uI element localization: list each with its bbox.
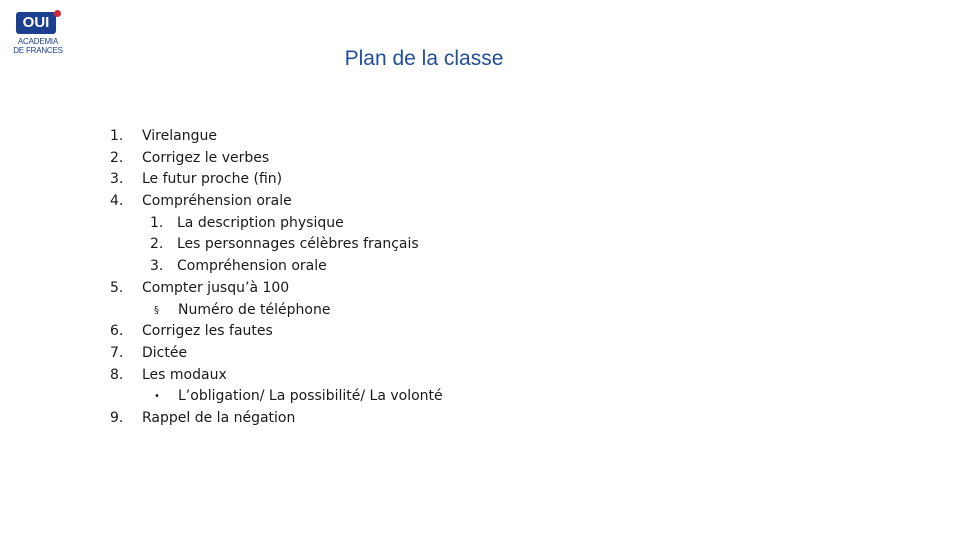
logo-dot-icon bbox=[54, 10, 61, 17]
list-item-text: L’obligation/ La possibilité/ La volonté bbox=[178, 388, 443, 405]
agenda-subitem-4-3 bbox=[110, 256, 610, 278]
agenda-subitem-5-1 bbox=[110, 300, 610, 322]
agenda-item-4 bbox=[110, 191, 610, 213]
agenda-item-7 bbox=[110, 343, 610, 365]
list-marker: 3. bbox=[150, 258, 164, 275]
list-marker: 2. bbox=[150, 236, 164, 253]
list-marker: 7. bbox=[110, 344, 124, 361]
list-marker: 9. bbox=[110, 409, 124, 426]
list-item-text: Numéro de téléphone bbox=[178, 301, 331, 318]
list-item-text: Les modaux bbox=[142, 366, 227, 383]
agenda-subitem-4-1 bbox=[110, 213, 610, 235]
logo-text-line-1: ACADEMIA bbox=[17, 37, 59, 46]
agenda-item-6 bbox=[110, 321, 610, 343]
agenda-item-5 bbox=[110, 278, 610, 300]
list-item-text: Compréhension orale bbox=[142, 193, 292, 210]
agenda-item-1 bbox=[110, 126, 610, 148]
list-item-text: Dictée bbox=[142, 344, 188, 361]
list-item-text: Le futur proche (fin) bbox=[142, 171, 283, 188]
list-item-text: Rappel de la négation bbox=[142, 409, 296, 426]
section-bullet-icon: § bbox=[154, 304, 159, 316]
list-item-text: Virelangue bbox=[142, 128, 217, 144]
list-item-text: Corrigez le verbes bbox=[142, 149, 270, 166]
list-marker: 6. bbox=[110, 323, 124, 340]
agenda-item-8 bbox=[110, 365, 610, 387]
page-title: Plan de la classe bbox=[344, 47, 504, 70]
agenda-item-2 bbox=[110, 148, 610, 170]
agenda-list bbox=[110, 126, 610, 430]
list-marker: 1. bbox=[150, 214, 164, 231]
logo-text-line-2: DE FRANCES bbox=[13, 46, 63, 55]
list-item-text: Les personnages célèbres français bbox=[177, 236, 419, 253]
list-item-text: Compréhension orale bbox=[177, 258, 327, 275]
agenda-item-3 bbox=[110, 169, 610, 191]
agenda-subitem-8-1 bbox=[110, 386, 610, 408]
agenda-item-9 bbox=[110, 408, 610, 430]
list-item-text: La description physique bbox=[177, 214, 344, 231]
list-item-text: Compter jusqu’à 100 bbox=[142, 279, 290, 296]
list-marker: 1. bbox=[110, 128, 124, 144]
list-marker: 2. bbox=[110, 149, 124, 166]
logo-badge: OUI bbox=[16, 12, 56, 34]
bullet-icon: • bbox=[154, 391, 160, 403]
list-marker: 4. bbox=[110, 193, 124, 210]
list-marker: 3. bbox=[110, 171, 124, 188]
list-item-text: Corrigez les fautes bbox=[142, 323, 273, 340]
list-marker: 5. bbox=[110, 279, 124, 296]
list-marker: 8. bbox=[110, 366, 124, 383]
agenda-subitem-4-2 bbox=[110, 234, 610, 256]
